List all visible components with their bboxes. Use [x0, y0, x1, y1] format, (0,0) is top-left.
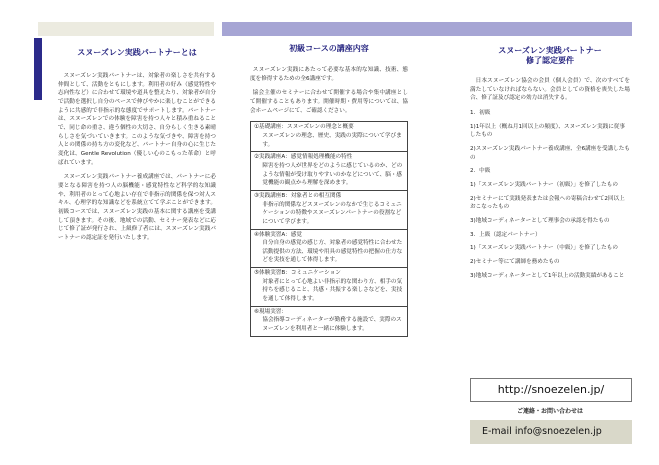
course-head: ③実践講座B：対象者との相互関係: [254, 192, 342, 199]
course-intro-1: スヌーズレン実践にあたって必要な基本的な知識、技術、態度を修得するための全6講座です。: [250, 67, 408, 82]
requirements-title-line-2: 修了認定要件: [526, 56, 574, 65]
requirements-section-head: 3．上級（認定パートナー）: [470, 231, 541, 238]
course-head: ①基礎講座：スヌーズレンの理念と概要: [254, 124, 354, 131]
email-link[interactable]: info@snoezelen.jp: [514, 426, 602, 437]
header-bar-right: [222, 22, 632, 36]
course-item: [251, 191, 407, 230]
course-body: スヌーズレンの理念、歴史、実践の実際について学びます。: [262, 132, 402, 148]
requirement-item: 2)セミナー等にて講師を務めたもの: [470, 258, 560, 265]
requirements-intro: 日本スヌーズレン協会の会員（個人会員）で、次のすべてを満たしていなければならない。会員としての資格を喪失した場合、修了証及び認定の効力は消失する。: [470, 78, 630, 102]
course-body: 非指示的関係などスヌーズレンのなかで生じるコミュニケーションの特徴やスヌーズレンパートナーの役割などについて学びます。: [262, 201, 402, 225]
requirements-section-head: 2．中級: [470, 168, 491, 175]
course-head: ②実践講座A：感覚情報処理機能の特性: [254, 154, 353, 161]
course-list-box: [250, 121, 408, 336]
requirements-title: [470, 46, 630, 66]
course-title: 初級コースの講座内容: [289, 44, 369, 53]
requirement-item: 1)「スヌーズレン実践パートナー（中級）」を修了したもの: [470, 245, 618, 252]
requirement-item: 3)地域コーディネーターとして理事会の承認を得たもの: [470, 217, 610, 224]
about-paragraph-1: スヌーズレン実践パートナーは、対象者の楽しさを共有する仲間として、活動をともにします。利用者の好み（感覚特性や志向性など）に合わせて環境や道具を整えたり、対象者が自分で活動を選択し自分のペースで伸びやかに楽しむことができるように共感的で非指示的な態度でサポートします。パートナーは、スヌーズレンでの体験を障害を持つ人々と積み重ねることで、同じ命の重さ、違う個性の大切さ、自分らしく生きる素晴らしさを気づいていきます。このような気づきや、障害を持つ人との関係の持ち方の変化など、パートナー自身の心に生じた変化は、Gentle Revolution（優しい心のこもった革命）と呼ばれています。: [58, 73, 216, 166]
course-item: [251, 122, 407, 152]
email-label: E-mail: [482, 426, 512, 437]
course-item: [251, 268, 407, 307]
course-item: [251, 307, 407, 336]
requirement-item: 2)スヌーズレン実践パートナー養成講座、全6講座を受講したもの: [470, 145, 630, 161]
course-body: 障害を持つ人が世界をどのように感じているのか、どのような情報が受け取りやすいのかなどについて、脳・感覚機能の観点から理解を深めます。: [262, 162, 403, 187]
header-bar-left: [38, 22, 214, 36]
email-box: [470, 420, 632, 444]
accent-bar: [34, 38, 42, 100]
column-course-content: [250, 44, 408, 337]
website-url-link[interactable]: http://snoezelen.jp/: [470, 378, 632, 402]
requirement-item: 2)セミナーにて実践発表または会報への寄稿合わせて2回以上おこなったもの: [470, 195, 625, 211]
requirements-title-line-1: スヌーズレン実践パートナー: [498, 46, 602, 55]
course-body: 自分自身の感覚の感じ方、対象者の感覚特性に合わせた活動提供の方法、環境や用具の感覚特性の把握の仕方などを実技を通して体得します。: [262, 240, 403, 264]
course-body: 対象者にとって心地よい非指示的な関わり方、相手の気持ちを感じること、共感・共振する楽しさなどを、実技を通して体得します。: [262, 278, 403, 303]
column-about-partner: [58, 44, 216, 248]
course-intro-2: 協会主催のセミナーに合わせて開催する場合や集中講座として開催することもあります。開催時期・費用等については、協会ホームページにて、ご確認ください。: [250, 90, 408, 114]
column-requirements: [470, 44, 630, 285]
about-title: スヌーズレン実践パートナーとは: [77, 48, 197, 57]
requirement-item: 1)「スヌーズレン実践パートナー（初級）」を修了したもの: [470, 181, 618, 188]
contact-label: ご連絡・お問い合わせは: [516, 408, 583, 415]
course-item: [251, 230, 407, 269]
course-item: [251, 152, 407, 191]
about-paragraph-2: スヌーズレン実践パートナー養成講座では、パートナーに必要となる障害を持つ人の脳機能・感覚特性など科学的な知識や、利用者のとって心地よい存在で非指示的関係を保つ対人スキル、心理学的な知識などを系統立てて学ぶことができます。初級コースでは、スヌーズレン実践の基本に関する講座を受講して頂きます。その後、地域での活動、セミナー発表などに応じて修了証が発行され、上級修了者には、スヌーズレン実践パートナーの認定証を発行いたします。: [58, 174, 216, 241]
requirement-item: 1)1年以上（概ね月1回以上の頻度）、スヌーズレン実践に従事したもの: [470, 123, 626, 139]
course-head: ⑥現場実習：: [254, 308, 287, 315]
requirement-item: 3)地域コーディネーターとして1年以上の活動実績があること: [470, 272, 625, 279]
requirements-section-head: 1．初級: [470, 109, 491, 116]
course-body: 協会指導コーディネーターが勤務する施設で、実際のスヌーズレンを利用者と一緒に体験します。: [262, 317, 402, 333]
course-head: ⑤体験実習B：コミュニケーション: [254, 270, 341, 277]
course-head: ④体験実習A：感覚: [254, 231, 302, 238]
